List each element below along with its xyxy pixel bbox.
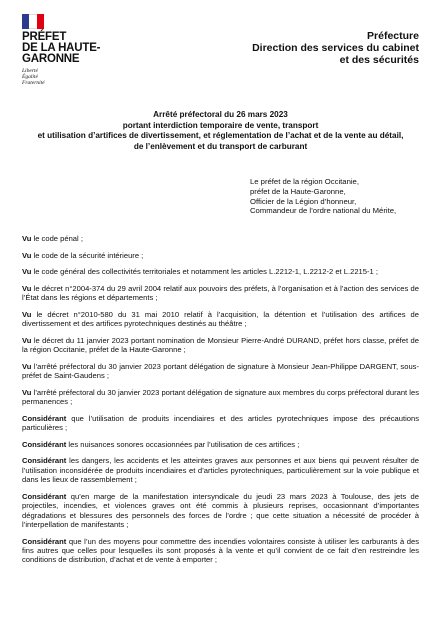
paragraph-keyword: Vu [22, 309, 32, 319]
paragraph-keyword: Considérant [22, 439, 67, 449]
paragraph-text: que l’un des moyens pour commettre des incendies volontaires consiste à utiliser les carburants à des fins autres que celles pour lesquelles ils sont proposés à la vente et qu’il convient de ce fait d’en restreindre les conditions de distribution, d’achat et de vente à emporter ; [22, 536, 419, 565]
french-flag-icon [22, 14, 44, 29]
legal-paragraph [22, 388, 419, 407]
paragraph-text: les nuisances sonores occasionnées par l’utilisation de ces artifices ; [66, 439, 300, 449]
legal-paragraph [22, 310, 419, 329]
paragraph-keyword: Vu [22, 267, 32, 277]
signatory-line: préfet de la Haute-Garonne, [250, 186, 346, 196]
paragraph-keyword: Considérant [22, 456, 67, 466]
decree-title [20, 110, 421, 152]
legal-paragraph [22, 251, 419, 260]
paragraph-keyword: Considérant [22, 536, 67, 546]
legal-paragraph [22, 456, 419, 484]
decree-title-line: portant interdiction temporaire de vente, transport [122, 120, 319, 130]
signatory-line: Commandeur de l’ordre national du Mérite, [250, 206, 397, 216]
paragraph-keyword: Considérant [22, 413, 67, 423]
paragraph-text: le code de la sécurité intérieure ; [31, 250, 144, 260]
paragraph-text: qu’en marge de la manifestation intersyndicale du jeudi 23 mars 2023 à Toulouse, des jets de projectiles, incendies, et violences graves ont été commis à plusieurs reprises, occasionnant d’importantes dégradations et blessures des personnels des forces de l’ordre ; que cette situation a nécessité de procéder à l’interpellation de manifestants ; [22, 491, 419, 529]
legal-paragraph [22, 492, 419, 530]
paragraph-text: l’arrêté préfectoral du 30 janvier 2023 portant délégation de signature aux membres du corps préfectoral durant les permanences ; [22, 387, 419, 407]
logo-title-line: DE LA HAUTE- [22, 42, 101, 54]
decree-title-line: de l’enlèvement et du transport de carburant [133, 141, 308, 151]
signatory-block [250, 177, 396, 216]
logo-motto [22, 68, 132, 86]
legal-paragraph [22, 336, 419, 355]
department-line: Direction des services du cabinet [252, 42, 419, 54]
paragraph-text: le décret n°2010-580 du 31 mai 2010 relatif à l’acquisition, la détention et l’utilisation des artifices de divertissement et des artifices pyrotechniques destinés au théâtre ; [22, 309, 419, 329]
department-line: Préfecture [367, 30, 419, 42]
decree-title-line: et utilisation d’artifices de divertissement, et réglementation de l’achat et de la vente au détail, [37, 131, 404, 141]
paragraph-keyword: Vu [22, 250, 32, 260]
prefecture-logo [22, 14, 132, 86]
paragraph-keyword: Considérant [22, 491, 67, 501]
motto-line: Liberté [22, 68, 38, 74]
paragraph-text: les dangers, les accidents et les atteintes graves aux personnes et aux biens qui peuvent résulter de l’utilisation inconsidérée de produits incendiaires et d’articles pyrotechniques, particulièrement sur la voie publique et dans les lieux de rassemblement ; [22, 456, 419, 485]
motto-line: Fraternité [22, 80, 45, 86]
legal-paragraph [22, 362, 419, 381]
paragraph-text: le code général des collectivités territoriales et notamment les articles L.2212-1, L.2212-2 et L.2215-1 ; [31, 267, 378, 277]
motto-line: Égalité [22, 74, 38, 80]
paragraph-text: le code pénal ; [31, 234, 83, 243]
legal-paragraph [22, 284, 419, 303]
legal-paragraph [22, 414, 419, 433]
signatory-line: Le préfet de la région Occitanie, [250, 177, 359, 186]
decree-body [22, 234, 419, 572]
department-header [252, 30, 419, 66]
legal-paragraph [22, 267, 419, 276]
paragraph-text: l’arrêté préfectoral du 30 janvier 2023 portant délégation de signature à Monsieur Jean-Philippe DARGENT, sous-préfet de Saint-Gaudens ; [22, 361, 419, 381]
legal-paragraph [22, 440, 419, 449]
logo-title [22, 32, 132, 65]
department-line: et des sécurités [339, 54, 419, 66]
legal-paragraph [22, 234, 419, 243]
legal-paragraph [22, 537, 419, 565]
paragraph-keyword: Vu [22, 234, 32, 243]
logo-title-line: GARONNE [22, 53, 80, 65]
paragraph-keyword: Vu [22, 361, 32, 371]
signatory-line: Officier de la Légion d’honneur, [250, 196, 357, 206]
decree-title-line: Arrêté préfectoral du 26 mars 2023 [153, 110, 288, 119]
paragraph-keyword: Vu [22, 335, 32, 345]
paragraph-keyword: Vu [22, 283, 32, 293]
paragraph-text: que l’utilisation de produits incendiaires et des articles pyrotechniques impose des précautions particulières ; [22, 413, 419, 433]
paragraph-text: le décret n°2004-374 du 29 avril 2004 relatif aux pouvoirs des préfets, à l’organisation et à l’action des services de l’État dans les régions et départements ; [22, 283, 419, 303]
paragraph-text: le décret du 11 janvier 2023 portant nomination de Monsieur Pierre-André DURAND, préfet hors classe, préfet de la région Occitanie, préfet de la Haute-Garonne ; [22, 335, 419, 355]
paragraph-keyword: Vu [22, 387, 32, 397]
logo-title-line: PRÉFET [22, 31, 67, 43]
